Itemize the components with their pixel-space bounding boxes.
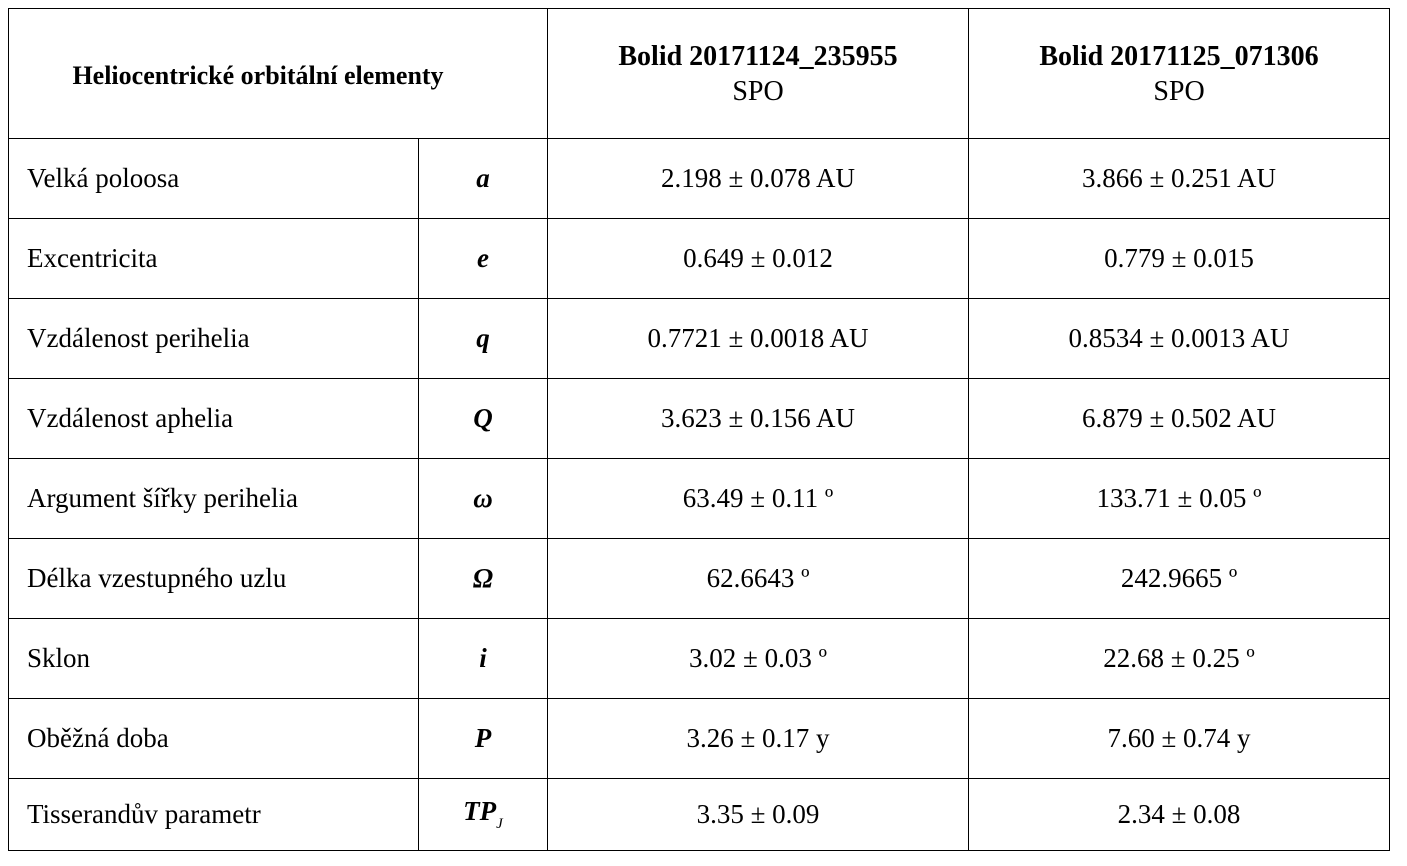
element-symbol-subscript: J xyxy=(496,816,503,832)
table-title: Heliocentrické orbitální elementy xyxy=(9,9,548,139)
bolid-1-type: SPO xyxy=(732,75,784,107)
bolid-1-value: 63.49 ± 0.11 º xyxy=(548,459,969,539)
bolid-1-header xyxy=(548,9,969,139)
table-row xyxy=(9,299,1390,379)
bolid-1-value: 3.26 ± 0.17 y xyxy=(548,699,969,779)
bolid-2-value: 133.71 ± 0.05 º xyxy=(969,459,1390,539)
table-row xyxy=(9,539,1390,619)
element-symbol: P xyxy=(419,699,548,779)
table-row xyxy=(9,699,1390,779)
bolid-1-value: 62.6643 º xyxy=(548,539,969,619)
element-name: Argument šířky perihelia xyxy=(9,459,419,539)
table-row xyxy=(9,219,1390,299)
table-header-row xyxy=(9,9,1390,139)
orbital-elements-table xyxy=(8,8,1390,851)
element-name: Velká poloosa xyxy=(9,139,419,219)
table-row xyxy=(9,139,1390,219)
element-name: Excentricita xyxy=(9,219,419,299)
bolid-2-value: 2.34 ± 0.08 xyxy=(969,779,1390,851)
element-symbol: q xyxy=(419,299,548,379)
table-row xyxy=(9,379,1390,459)
bolid-1-value: 3.35 ± 0.09 xyxy=(548,779,969,851)
bolid-2-value: 0.8534 ± 0.0013 AU xyxy=(969,299,1390,379)
bolid-2-value: 7.60 ± 0.74 y xyxy=(969,699,1390,779)
element-symbol: e xyxy=(419,219,548,299)
bolid-1-value: 3.02 ± 0.03 º xyxy=(548,619,969,699)
orbital-elements-table-wrap xyxy=(8,8,1390,851)
bolid-2-type: SPO xyxy=(1153,75,1205,107)
element-symbol: ω xyxy=(419,459,548,539)
bolid-2-value: 22.68 ± 0.25 º xyxy=(969,619,1390,699)
bolid-2-value: 242.9665 º xyxy=(969,539,1390,619)
bolid-2-value: 3.866 ± 0.251 AU xyxy=(969,139,1390,219)
bolid-1-value: 0.7721 ± 0.0018 AU xyxy=(548,299,969,379)
bolid-1-name: Bolid 20171124_235955 xyxy=(618,40,898,72)
bolid-2-header xyxy=(969,9,1390,139)
element-name: Vzdálenost perihelia xyxy=(9,299,419,379)
bolid-1-value: 3.623 ± 0.156 AU xyxy=(548,379,969,459)
element-symbol-main: TP xyxy=(463,796,497,826)
element-name: Délka vzestupného uzlu xyxy=(9,539,419,619)
bolid-1-value: 2.198 ± 0.078 AU xyxy=(548,139,969,219)
element-symbol: i xyxy=(419,619,548,699)
bolid-2-value: 6.879 ± 0.502 AU xyxy=(969,379,1390,459)
bolid-2-value: 0.779 ± 0.015 xyxy=(969,219,1390,299)
element-symbol xyxy=(419,779,548,851)
element-symbol: Ω xyxy=(419,539,548,619)
table-row xyxy=(9,459,1390,539)
element-symbol: Q xyxy=(419,379,548,459)
element-name: Sklon xyxy=(9,619,419,699)
element-symbol: a xyxy=(419,139,548,219)
element-name: Vzdálenost aphelia xyxy=(9,379,419,459)
table-row xyxy=(9,619,1390,699)
bolid-1-value: 0.649 ± 0.012 xyxy=(548,219,969,299)
element-name: Oběžná doba xyxy=(9,699,419,779)
table-row xyxy=(9,779,1390,851)
bolid-2-name: Bolid 20171125_071306 xyxy=(1039,40,1319,72)
element-name: Tisserandův parametr xyxy=(9,779,419,851)
